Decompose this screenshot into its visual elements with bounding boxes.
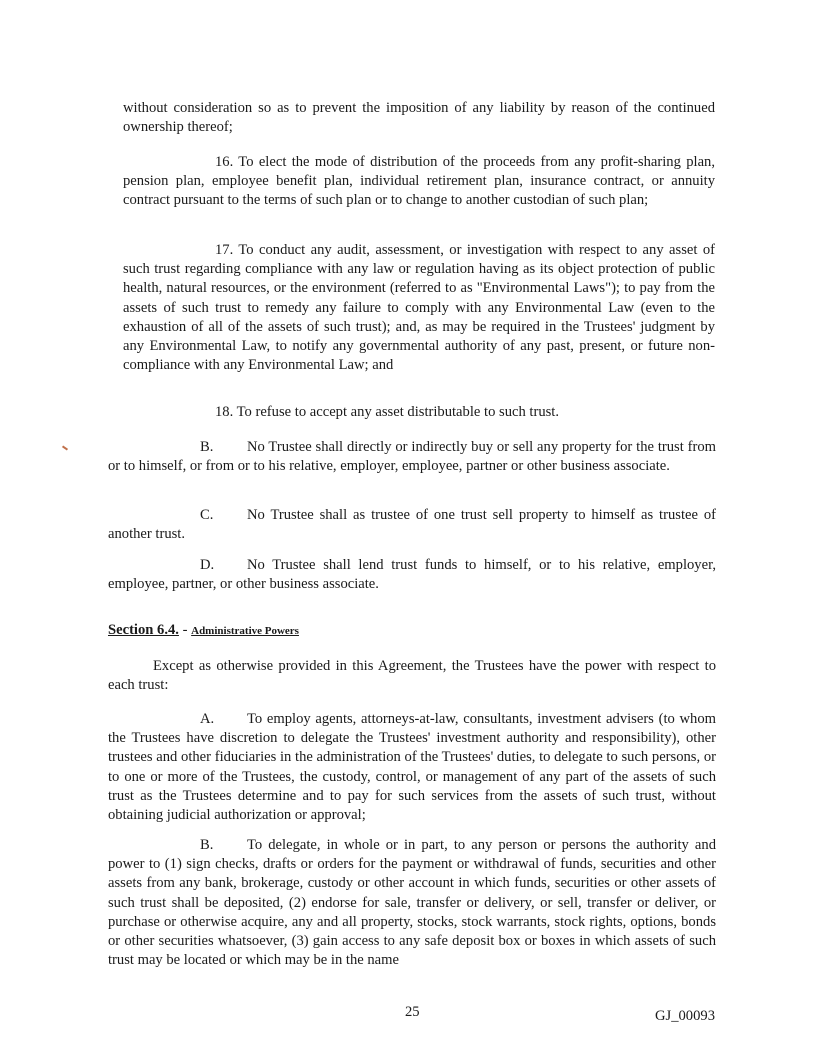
stray-mark <box>62 445 68 450</box>
paragraph-16: 16. To elect the mode of distribution of the proceeds from any profit-sharing plan, pension plan, employee benefit plan, individual retirement plan, insurance contract, or annuity contract pursuant to the terms of such plan or to change to another custodian of such plan; <box>123 154 715 209</box>
page-number: 25 <box>405 1004 420 1020</box>
section-number: Section 6.4. <box>108 622 179 638</box>
paragraph-intro: Except as otherwise provided in this Agreement, the Trustees have the power with respect to each trust: <box>108 658 716 694</box>
section-title: Administrative Powers <box>191 625 299 637</box>
paragraph-continuation: without consideration so as to prevent the imposition of any liability by reason of the continued ownership thereof; <box>123 100 715 136</box>
paragraph-b2: B. To delegate, in whole or in part, to any person or persons the authority and power to (1) sign checks, drafts or orders for the payment or withdrawal of funds, securities and other assets from any bank, brokerage, custody or other account in which funds, securities or other assets of such trust shall be deposited, (2) endorse for sale, transfer or delivery, or sell, transfer or deliver, or purchase or otherwise acquire, any and all property, stocks, stock warrants, stock rights, options, bonds or other securities whatsoever, (3) gain access to any safe deposit box or boxes in which assets of such trust may be located or which may be in the name <box>108 837 716 969</box>
section-heading: Section 6.4. - Administrative Powers <box>108 622 299 638</box>
bates-number: GJ_00093 <box>655 1008 715 1024</box>
paragraph-d: D. No Trustee shall lend trust funds to himself, or to his relative, employer, employee, partner, or other business associate. <box>108 557 716 593</box>
paragraph-18: 18. To refuse to accept any asset distributable to such trust. <box>215 404 560 420</box>
paragraph-a2: A. To employ agents, attorneys-at-law, consultants, investment advisers (to whom the Trustees have discretion to delegate the Trustees' investment authority and responsibility), other trustees and other fiduciaries in the administration of the Trustees' duties, to delegate to such persons, or to one or more of the Trustees, the custody, control, or management of any part of the assets of such trust as the Trustees determine and to pay for such services from the assets of such trust, without obtaining judicial authorization or approval; <box>108 711 716 824</box>
paragraph-c: C. No Trustee shall as trustee of one trust sell property to himself as trustee of another trust. <box>108 507 716 543</box>
paragraph-17: 17. To conduct any audit, assessment, or investigation with respect to any asset of such trust regarding compliance with any law or regulation having as its object protection of public health, natural resources, or the environment (referred to as "Environmental Laws"); to pay from the assets of such trust to remedy any failure to comply with any Environmental Law (even to the exhaustion of all of the assets of such trust); and, as may be required in the Trustees' judgment by any Environmental Law, to notify any governmental authority of any past, present, or future non-compliance with any Environmental Law; and <box>123 242 715 374</box>
paragraph-b: B. No Trustee shall directly or indirectly buy or sell any property for the trust from or to himself, or from or to his relative, employer, employee, partner or other business associate. <box>108 439 716 475</box>
